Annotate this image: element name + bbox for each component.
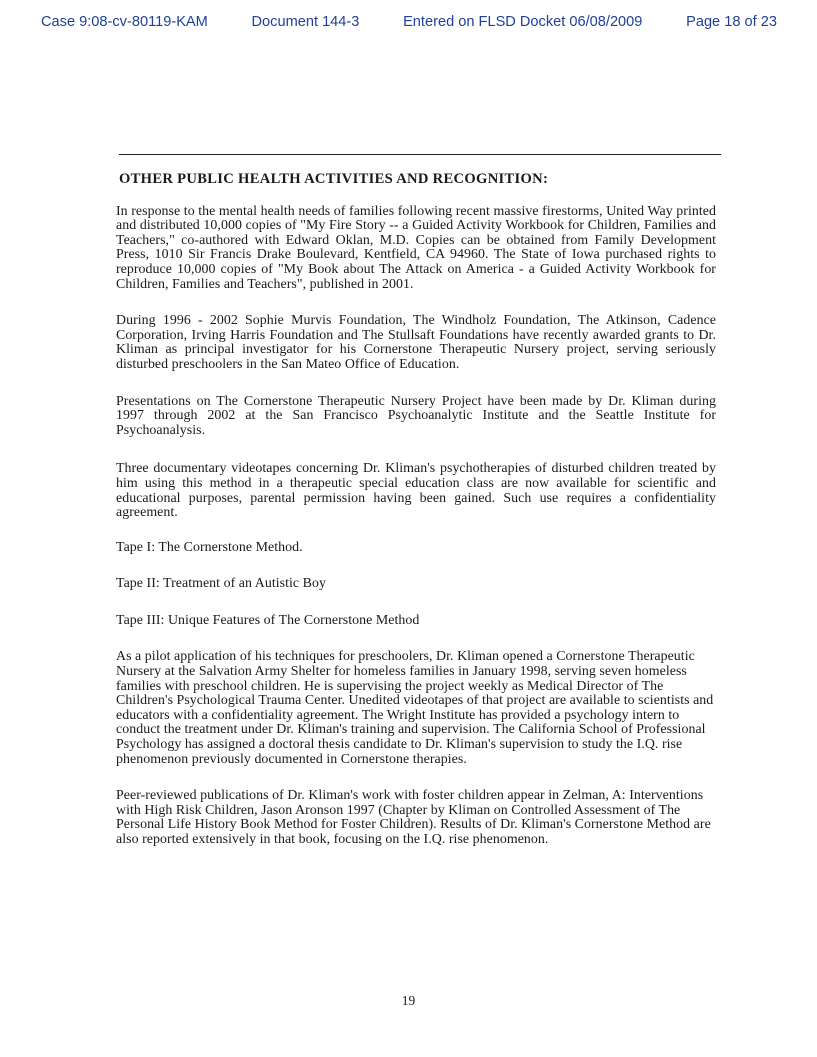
tape-item-3: Tape III: Unique Features of The Cornerstone Method [116, 612, 420, 628]
paragraph-pilot-nursery: As a pilot application of his techniques for preschoolers, Dr. Kliman opened a Cornerstone Therapeutic Nursery at the Salvation Army Shelter for homeless families in January 1998, serving seven homeless families with preschool children. He is supervising the project weekly as Medical Director of The Children's Psychological Trauma Center. Unedited videotapes of that project are available to scientists and educators with a confidentiality agreement. The Wright Institute has provided a psychology intern to conduct the treatment under Dr. Kliman's training and supervision. The California School of Professional Psychology has assigned a doctoral thesis candidate to Dr. Kliman's supervision to study the I.Q. rise phenomenon previously documented in Cornerstone therapies. [116, 649, 714, 767]
paragraph-firestorm-workbook: In response to the mental health needs of families following recent massive firestorms, United Way printed and distributed 10,000 copies of "My Fire Story -- a Guided Activity Workbook for Children, Families and Teachers," co-authored with Edward Oklan, M.D. Copies can be obtained from Family Development Press, 1010 Sir Francis Drake Boulevard, Kentfield, CA 94960. The State of Iowa purchased rights to reproduce 10,000 copies of "My Book about The Attack on America - a Guided Activity Workbook for Children, Families and Teachers", published in 2001. [116, 203, 716, 292]
document-number: Document 144-3 [251, 14, 360, 30]
docket-entry-date: Entered on FLSD Docket 06/08/2009 [403, 14, 643, 30]
paragraph-presentations: Presentations on The Cornerstone Therapeutic Nursery Project have been made by Dr. Kliman during 1997 through 2002 at the San Francisco Psychoanalytic Institute and the Seattle Institute for Psychoanalysis. [116, 393, 716, 438]
paragraph-foundation-grants: During 1996 - 2002 Sophie Murvis Foundation, The Windholz Foundation, The Atkinson, Cadence Corporation, Irving Harris Foundation and The Stullsaft Foundations have recently awarded grants to Dr. Kliman as principal investigator for his Cornerstone Therapeutic Nursery project, serving seriously disturbed preschoolers in the San Mateo Office of Education. [116, 313, 716, 372]
paragraph-videotapes: Three documentary videotapes concerning Dr. Kliman's psychotherapies of disturbed children treated by him using this method in a therapeutic special education class are now available for scientific and educational purposes, parental permission having been gained. Such use requires a confidentiality agreement. [116, 461, 716, 521]
tape-item-1: Tape I: The Cornerstone Method. [116, 539, 303, 555]
section-divider [119, 154, 721, 155]
paragraph-publications: Peer-reviewed publications of Dr. Kliman's work with foster children appear in Zelman, A: Interventions with High Risk Children, Jason Aronson 1997 (Chapter by Kliman on Controlled Assessment of The Personal Life History Book Method for Foster Children). Results of Dr. Kliman's Cornerstone Method are also reported extensively in that book, focusing on the I.Q. rise phenomenon. [116, 788, 711, 847]
section-body [116, 172, 716, 848]
docket-page-count: Page 18 of 23 [686, 14, 777, 30]
case-number: Case 9:08-cv-80119-KAM [41, 14, 208, 30]
page-number: 19 [401, 993, 416, 1008]
docket-header [0, 14, 817, 30]
tape-item-2: Tape II: Treatment of an Autistic Boy [116, 576, 326, 592]
section-heading: OTHER PUBLIC HEALTH ACTIVITIES AND RECOGNITION: [119, 171, 549, 187]
